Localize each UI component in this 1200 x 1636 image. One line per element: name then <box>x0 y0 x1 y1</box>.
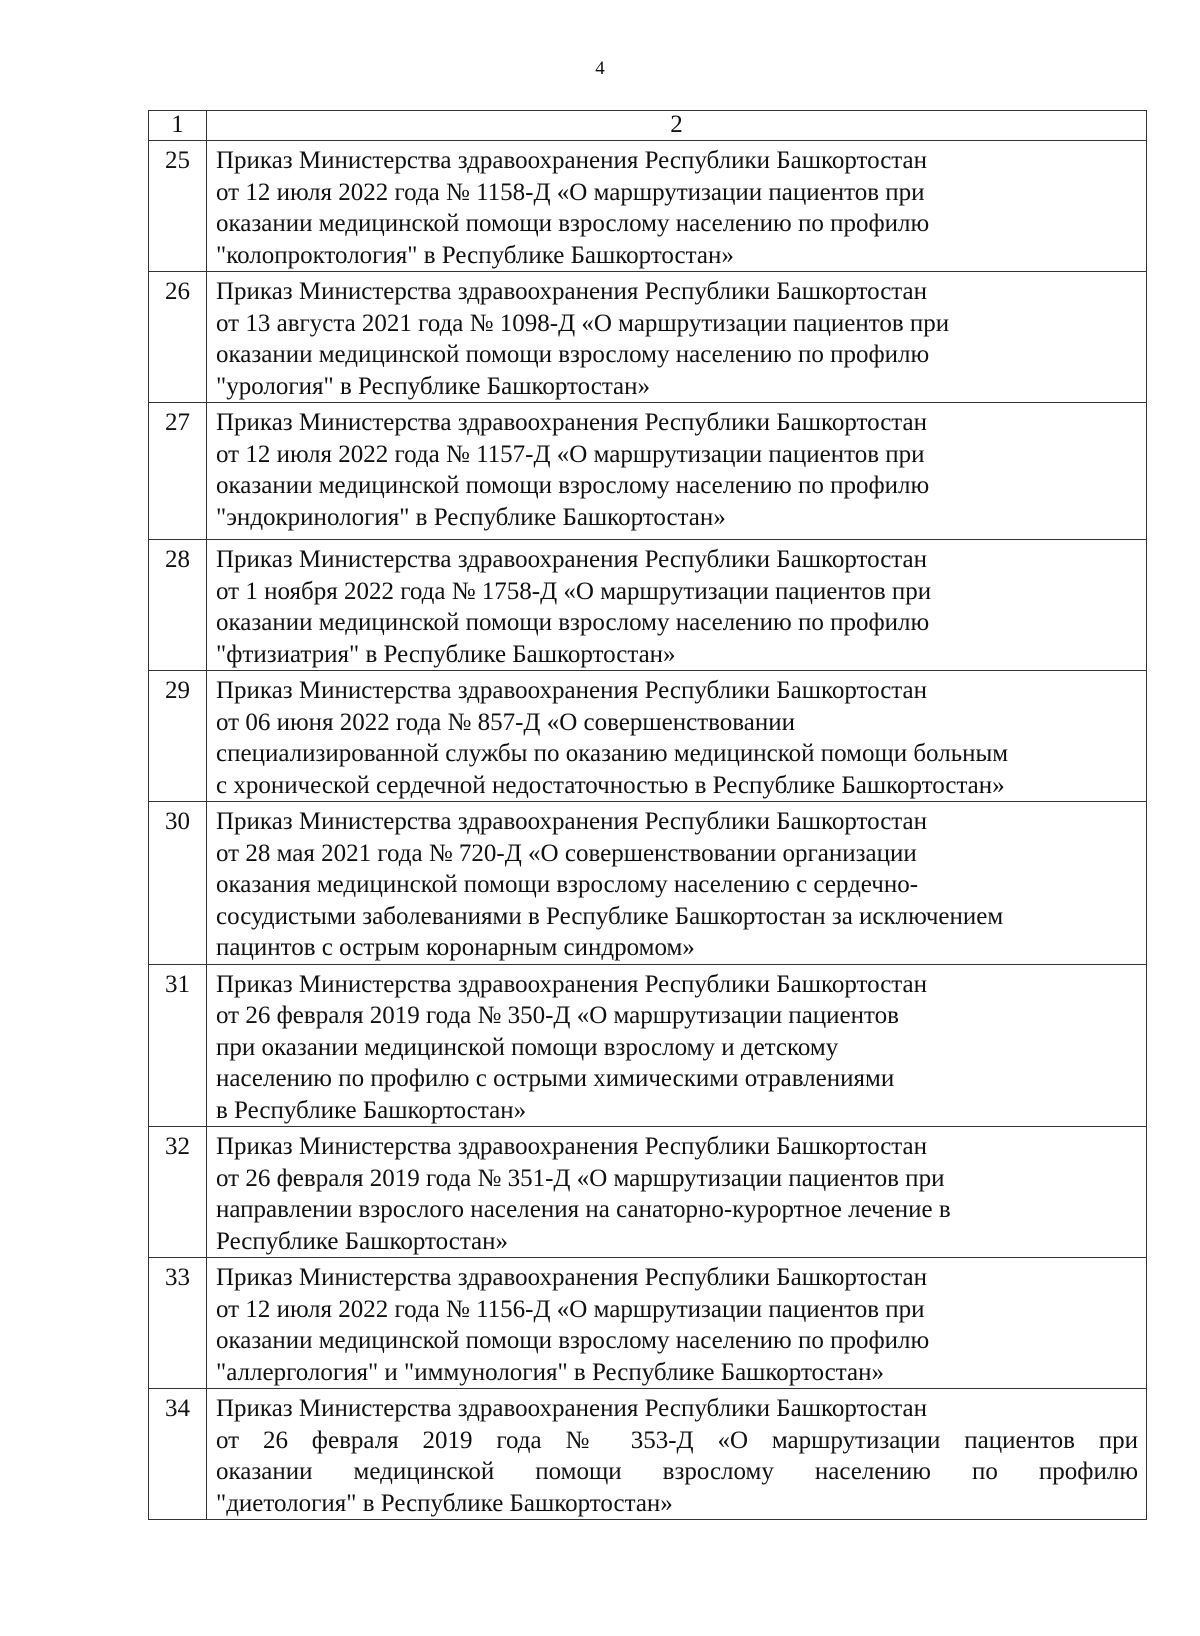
description-line: от 28 мая 2021 года № 720-Д «О совершенствовании организации <box>216 839 917 867</box>
description-line: Приказ Министерства здравоохранения Республики Башкортостан <box>216 147 928 174</box>
table-row <box>149 964 1147 1127</box>
description-line: от 06 июня 2022 года № 857-Д «О совершенствовании <box>216 708 795 736</box>
description-line: от 13 августа 2021 года № 1098-Д «О маршрутизации пациентов при <box>216 309 950 337</box>
description-line: от 26 февраля 2019 года № 350-Д «О маршрутизации пациентов <box>216 1002 899 1029</box>
description-line: Приказ Министерства здравоохранения Республики Башкортостан <box>216 970 928 998</box>
description-line: направлении взрослого населения на санаторно-курортное лечение в <box>216 1196 951 1223</box>
header-cell-number: 1 <box>149 111 207 141</box>
table-row <box>149 403 1147 540</box>
description-line: Приказ Министерства здравоохранения Республики Башкортостан <box>216 546 928 573</box>
table-row <box>149 802 1147 965</box>
table-header-row <box>149 111 1147 141</box>
row-number: 28 <box>149 540 207 671</box>
description-line: от 12 июля 2022 года № 1158-Д «О маршрутизации пациентов при <box>216 178 925 206</box>
description-line: оказании медицинской помощи взрослому населению по профилю <box>216 1458 1138 1485</box>
description-line: Приказ Министерства здравоохранения Республики Башкортостан <box>216 1264 928 1291</box>
description-line: специализированной службы по оказанию медицинской помощи больным <box>216 740 1009 767</box>
description-line: Приказ Министерства здравоохранения Республики Башкортостан <box>216 808 928 835</box>
description-line: "эндокринология" в Республике Башкортостан» <box>216 503 726 531</box>
row-number: 29 <box>149 671 207 802</box>
description-line: Приказ Министерства здравоохранения Республики Башкортостан <box>216 278 928 305</box>
description-line: от 26 февраля 2019 года № 351-Д «О маршрутизации пациентов при <box>216 1164 945 1192</box>
description-line: от 26 февраля 2019 года № 353-Д «О маршрутизации пациентов при <box>216 1426 1138 1454</box>
row-number: 30 <box>149 802 207 965</box>
table-row <box>149 272 1147 403</box>
row-description <box>207 671 1147 802</box>
description-line: оказании медицинской помощи взрослому населению по профилю <box>216 472 930 499</box>
table-row <box>149 1127 1147 1258</box>
description-line: от 12 июля 2022 года № 1157-Д «О маршрутизации пациентов при <box>216 440 925 468</box>
table-row <box>149 1258 1147 1389</box>
description-line: Приказ Министерства здравоохранения Республики Башкортостан <box>216 1133 928 1160</box>
description-line: от 1 ноября 2022 года № 1758-Д «О маршрутизации пациентов при <box>216 577 932 605</box>
description-line: сосудистыми заболеваниями в Республике Башкортостан за исключением <box>216 902 1004 930</box>
table-row <box>149 540 1147 671</box>
row-number: 32 <box>149 1127 207 1258</box>
row-description <box>207 802 1147 965</box>
description-line: пацинтов с острым коронарным синдромом» <box>216 934 695 961</box>
description-line: "диетология" в Республике Башкортостан» <box>216 1489 673 1517</box>
description-line: Приказ Министерства здравоохранения Республики Башкортостан <box>216 409 928 436</box>
row-description <box>207 540 1147 671</box>
description-line: "аллергология" и "иммунология" в Республике Башкортостан» <box>216 1358 884 1386</box>
row-description <box>207 272 1147 403</box>
description-line: Приказ Министерства здравоохранения Республики Башкортостан <box>216 677 928 704</box>
table-row <box>149 141 1147 272</box>
page-number: 4 <box>595 58 605 79</box>
description-line: оказании медицинской помощи взрослому населению по профилю <box>216 341 930 368</box>
description-line: оказании медицинской помощи взрослому населению по профилю <box>216 210 930 237</box>
row-description <box>207 1127 1147 1258</box>
row-number: 25 <box>149 141 207 272</box>
description-line: оказания медицинской помощи взрослому населению с сердечно- <box>216 871 919 898</box>
description-line: Приказ Министерства здравоохранения Республики Башкортостан <box>216 1395 928 1422</box>
description-line: "урология" в Республике Башкортостан» <box>216 372 651 400</box>
row-number: 33 <box>149 1258 207 1389</box>
description-line: с хронической сердечной недостаточностью в Республике Башкортостан» <box>216 771 1005 799</box>
row-description <box>207 1258 1147 1389</box>
row-description <box>207 403 1147 540</box>
description-line: оказании медицинской помощи взрослому населению по профилю <box>216 609 930 636</box>
row-number: 26 <box>149 272 207 403</box>
row-description <box>207 141 1147 272</box>
description-line: Республике Башкортостан» <box>216 1227 509 1255</box>
document-table <box>148 110 1147 1520</box>
description-line: при оказании медицинской помощи взрослому и детскому <box>216 1033 839 1061</box>
description-line: "колопроктология" в Республике Башкортостан» <box>216 241 734 269</box>
description-line: оказании медицинской помощи взрослому населению по профилю <box>216 1327 930 1354</box>
table-row <box>149 671 1147 802</box>
row-number: 27 <box>149 403 207 540</box>
table-row <box>149 1389 1147 1520</box>
header-cell-description: 2 <box>207 111 1147 141</box>
row-number: 34 <box>149 1389 207 1520</box>
row-description <box>207 964 1147 1127</box>
row-number: 31 <box>149 964 207 1127</box>
description-line: в Республике Башкортостан» <box>216 1096 527 1124</box>
description-line: "фтизиатрия" в Республике Башкортостан» <box>216 640 676 668</box>
description-line: от 12 июля 2022 года № 1156-Д «О маршрутизации пациентов при <box>216 1295 925 1323</box>
description-line: населению по профилю с острыми химическими отравлениями <box>216 1065 895 1092</box>
row-description <box>207 1389 1147 1520</box>
